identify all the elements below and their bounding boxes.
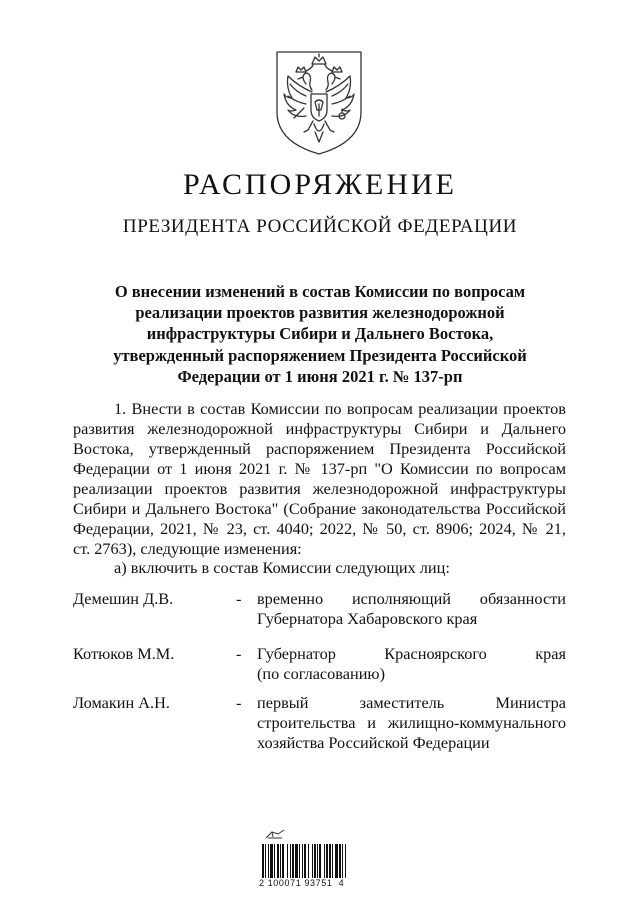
title-line: О внесении изменений в состав Комиссии по вопросам (114, 282, 526, 301)
member-name: Котюков М.М. (73, 644, 175, 663)
member-position (257, 644, 566, 684)
position-line: первый заместитель Министра (257, 693, 566, 712)
barcode-icon (262, 844, 354, 878)
paragraph-line: Федерации, 2021, № 23, ст. 4040; 2022, № 50, ст. 8906; 2024, № 21, (73, 519, 566, 538)
title-line: Федерации от 1 июня 2021 г. № 137-рп (177, 366, 463, 386)
coat-of-arms-emblem (268, 46, 370, 158)
title-line: инфраструктуры Сибири и Дальнего Востока, (146, 324, 494, 344)
paragraph-line: реализации проектов развития железнодорожной инфраструктуры (73, 479, 566, 498)
member-position (257, 693, 566, 753)
position-line: строительства и жилищно-коммунального (257, 713, 566, 732)
barcode-number: 2 100071 93751 4 (259, 878, 345, 888)
document-title (100, 281, 540, 387)
member-position (257, 589, 566, 629)
position-line: хозяйства Российской Федерации (257, 733, 490, 752)
member-dash: - (236, 693, 242, 712)
paragraph-line: развития железнодорожной инфраструктуры Сибири и Дальнего (73, 419, 566, 438)
issuer-heading: ПРЕЗИДЕНТА РОССИЙСКОЙ ФЕДЕРАЦИИ (122, 216, 518, 237)
paragraph-line: Федерации от 1 июня 2021 г. № 137-рп "О Комиссии по вопросам (73, 459, 566, 478)
member-name: Ломакин А.Н. (73, 693, 170, 712)
title-line: реализации проектов развития железнодорожной (135, 303, 505, 323)
registration-mark-icon (264, 828, 286, 840)
title-line: утвержденный распоряжением Президента Российской (113, 345, 527, 365)
document-type-heading: РАСПОРЯЖЕНИЕ (182, 168, 458, 201)
subitem-a: а) включить в состав Комиссии следующих лиц: (114, 558, 450, 577)
member-name: Демешин Д.В. (73, 589, 174, 608)
paragraph-line: Востока, утвержденный распоряжением Президента Российской (73, 439, 566, 458)
position-line: Губернатор Красноярского края (257, 644, 566, 663)
position-line: временно исполняющий обязанности (257, 589, 566, 608)
position-line: Губернатора Хабаровского края (257, 609, 478, 628)
position-line: (по согласованию) (257, 664, 385, 683)
paragraph-line: 1. Внести в состав Комиссии по вопросам реализации проектов (114, 399, 566, 418)
main-paragraph (73, 399, 566, 559)
paragraph-line: Сибири и Дальнего Востока" (Собрание законодательства Российской (73, 499, 566, 518)
member-dash: - (236, 644, 242, 663)
member-dash: - (236, 589, 242, 608)
paragraph-line: ст. 2763), следующие изменения: (73, 539, 302, 558)
